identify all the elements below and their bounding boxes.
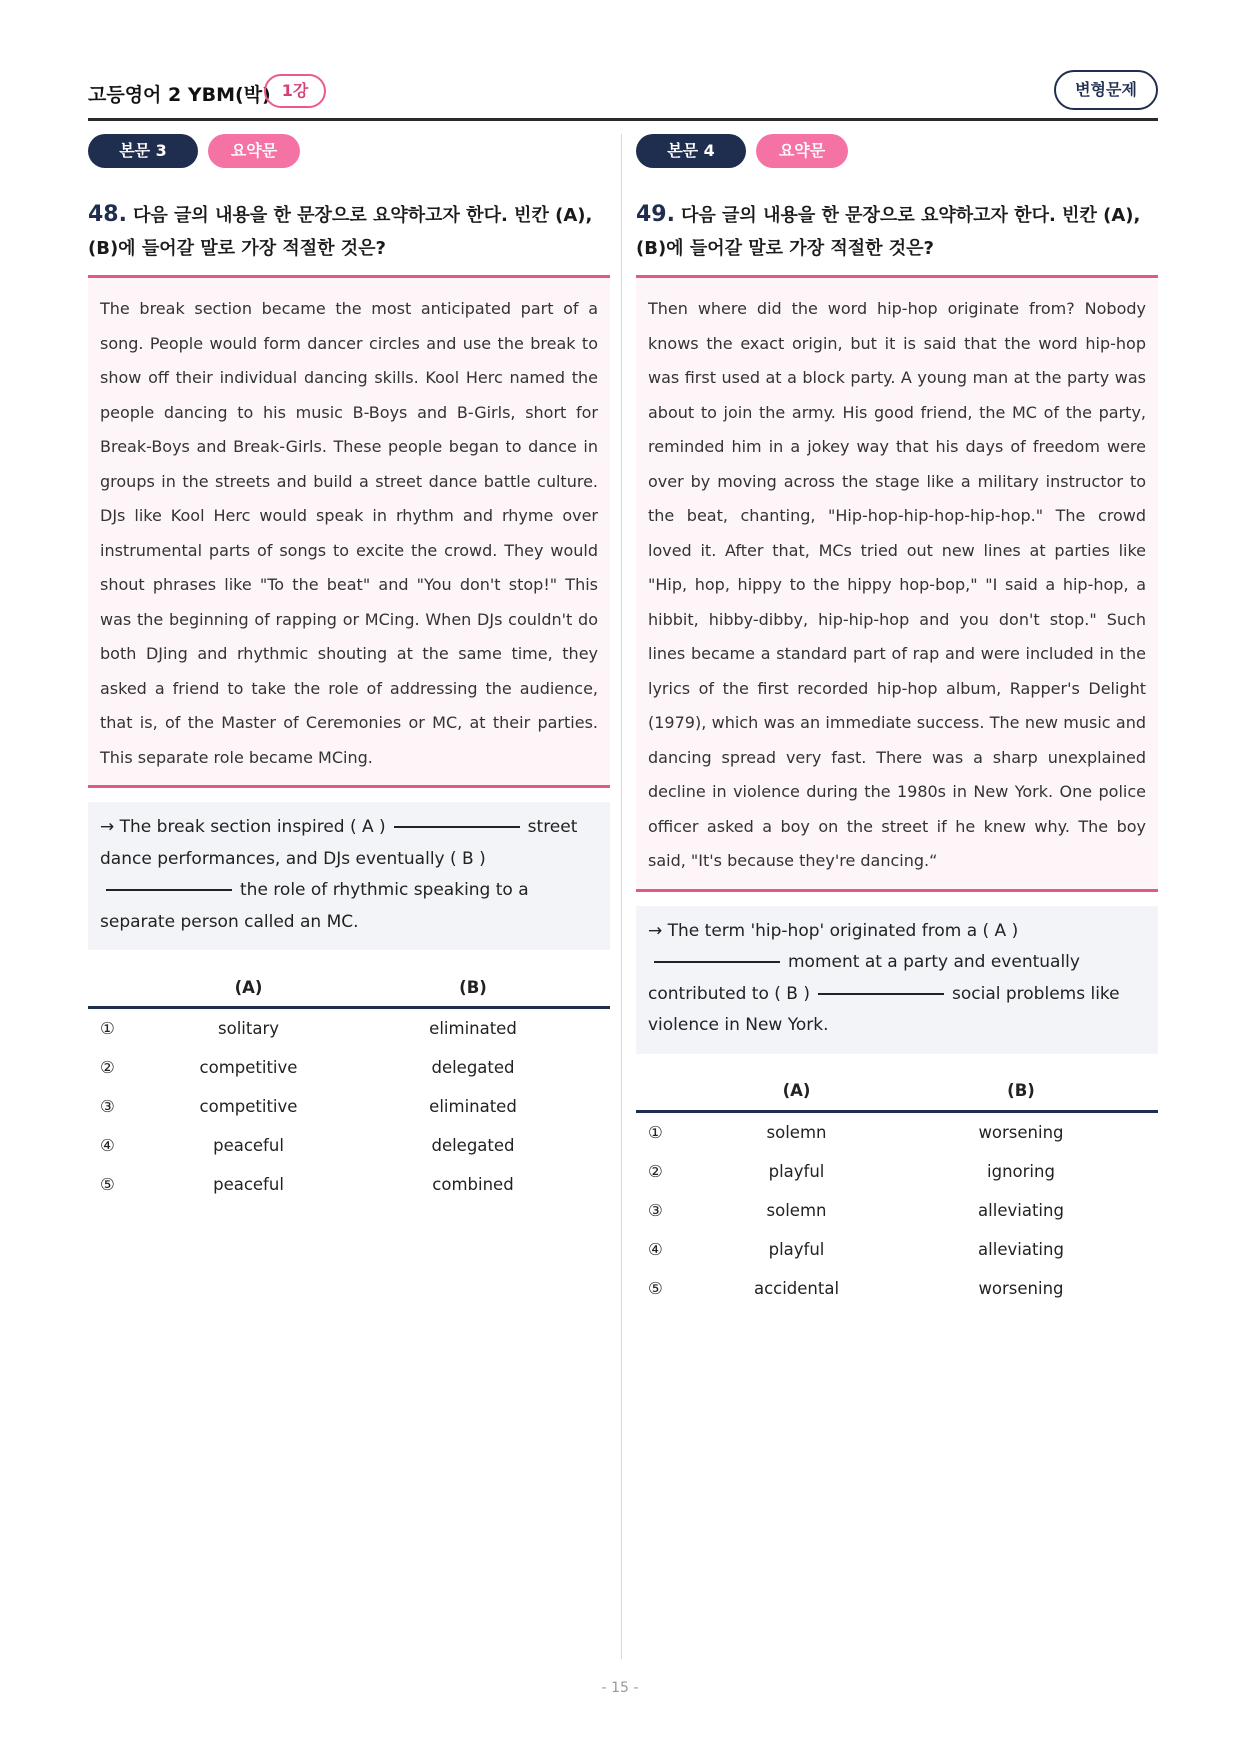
section-tags [88,134,610,168]
summary-sentence [88,802,610,950]
choice-header-b: (B) [884,1072,1158,1112]
choice-a: solemn [766,1200,827,1220]
summary-part-3: the role of rhythmic speaking to a separate person called an MC. [100,880,529,932]
choice-number: ③ [648,1200,663,1220]
choice-a: peaceful [213,1175,284,1194]
summary-sentence [636,906,1158,1054]
blank-b [818,993,944,995]
blank-a [654,961,780,963]
choice-b: ignoring [987,1161,1055,1181]
choice-a: competitive [199,1058,298,1077]
choice-number: ⑤ [100,1175,115,1194]
choice-b: alleviating [978,1200,1064,1220]
choice-b: delegated [431,1136,515,1155]
summary-part-1: → The break section inspired ( A ) [100,817,386,837]
summary-part-2: street dance performances, and DJs eventually ( B ) [100,817,578,869]
page-header [88,70,1158,118]
question-text: 다음 글의 내용을 한 문장으로 요약하고자 한다. 빈칸 (A), (B)에 들어갈 말로 가장 적절한 것은? [636,205,1141,259]
choice-number: ⑤ [648,1278,663,1298]
question-number: 49. [636,202,675,227]
choice-row[interactable] [88,1165,610,1204]
choice-a: competitive [199,1097,298,1116]
choice-number: ① [648,1122,663,1142]
summary-part-3: social problems like violence in New York. [648,983,1120,1035]
summary-tag: 요약문 [756,134,848,168]
choice-row[interactable] [636,1230,1158,1269]
choice-b: worsening [978,1278,1064,1298]
book-title: 고등영어 2 YBM(박) [88,84,271,106]
page-number: - 15 - [601,1680,639,1696]
choice-number: ④ [648,1239,663,1259]
header-divider [88,118,1158,121]
summary-part-1: → The term 'hip-hop' originated from a ( A ) [648,920,1019,941]
choice-b: combined [432,1175,514,1194]
answer-choices [88,968,610,1204]
choice-a: peaceful [213,1136,284,1155]
choice-header-b: (B) [336,968,610,1008]
section-tags [636,134,1158,168]
passage-box: The break section became the most anticipated part of a song. People would form dancer circles and use the break to show off their individual dancing skills. Kool Herc named the people dancing to his music B-Boys and B-Girls, short for Break-Boys and Break-Girls. These people began to dance in groups in the streets and build a street dance battle culture. DJs like Kool Herc would speak in rhythm and rhyme over instrumental parts of songs to excite the crowd. They would shout phrases like "To the beat" and "You don't stop!" This was the beginning of rapping or MCing. When DJs couldn't do both DJing and rhythmic shouting at the same time, they asked a friend to take the role of addressing the audience, that is, of the Master of Ceremonies or MC, at their parties. This separate role became MCing. [88,275,610,788]
choice-a: accidental [753,1278,840,1298]
choice-row[interactable] [636,1269,1158,1308]
passage-tag: 본문 4 [636,134,746,168]
question-type-badge: 변형문제 [1054,70,1158,110]
question-49 [636,198,1158,265]
choice-b: eliminated [429,1097,517,1116]
column-divider [621,134,622,1659]
lesson-badge: 1강 [264,74,326,108]
choice-row[interactable] [88,1087,610,1126]
blank-b [106,889,232,891]
choice-row[interactable] [88,1048,610,1087]
choice-b: worsening [978,1122,1064,1142]
summary-part-2: moment at a party and eventually contributed to ( B ) [648,952,1080,1004]
choice-b: eliminated [429,1019,517,1038]
choice-a: playful [768,1239,825,1259]
choice-row[interactable] [636,1191,1158,1230]
choice-row[interactable] [88,1126,610,1165]
choice-number: ① [100,1019,115,1038]
blank-a [394,826,520,828]
choice-row[interactable] [636,1152,1158,1191]
choice-number: ③ [100,1097,115,1116]
choice-a: solitary [218,1019,279,1038]
choice-header-a: (A) [709,1072,884,1112]
choice-row[interactable] [636,1111,1158,1152]
question-text: 다음 글의 내용을 한 문장으로 요약하고자 한다. 빈칸 (A), (B)에 들어갈 말로 가장 적절한 것은? [88,205,593,259]
choice-a: playful [768,1161,825,1181]
question-number: 48. [88,202,127,227]
choice-a: solemn [766,1122,827,1142]
choice-b: delegated [431,1058,515,1077]
passage-tag: 본문 3 [88,134,198,168]
choice-row[interactable] [88,1008,610,1049]
left-column [88,134,610,1204]
choice-number: ④ [100,1136,115,1155]
choice-number: ② [100,1058,115,1077]
choice-header-a: (A) [161,968,336,1008]
answer-choices [636,1072,1158,1308]
passage-box: Then where did the word hip-hop originate from? Nobody knows the exact origin, but it is said that the word hip-hop was first used at a block party. A young man at the party was about to join the army. His good friend, the MC of the party, reminded him in a jokey way that his days of freedom were over by moving across the stage like a military instructor to the beat, chanting, "Hip-hop-hip-hop-hip-hop." The crowd loved it. After that, MCs tried out new lines at parties like "Hip, hop, hippy to the hippy hop-bop," "I said a hip-hop, a hibbit, hibby-dibby, hip-hip-hop and you don't stop." Such lines became a standard part of rap and were included in the lyrics of the first recorded hip-hop album, Rapper's Delight (1979), which was an immediate success. The new music and dancing spread very fast. There was a sharp unexplained decline in violence during the 1980s in New York. One police officer asked a boy on the street if he knew why. The boy said, "It's because they're dancing.“ [636,275,1158,892]
choice-number: ② [648,1161,663,1181]
question-48 [88,198,610,265]
choice-b: alleviating [978,1239,1064,1259]
right-column [636,134,1158,1308]
summary-tag: 요약문 [208,134,300,168]
